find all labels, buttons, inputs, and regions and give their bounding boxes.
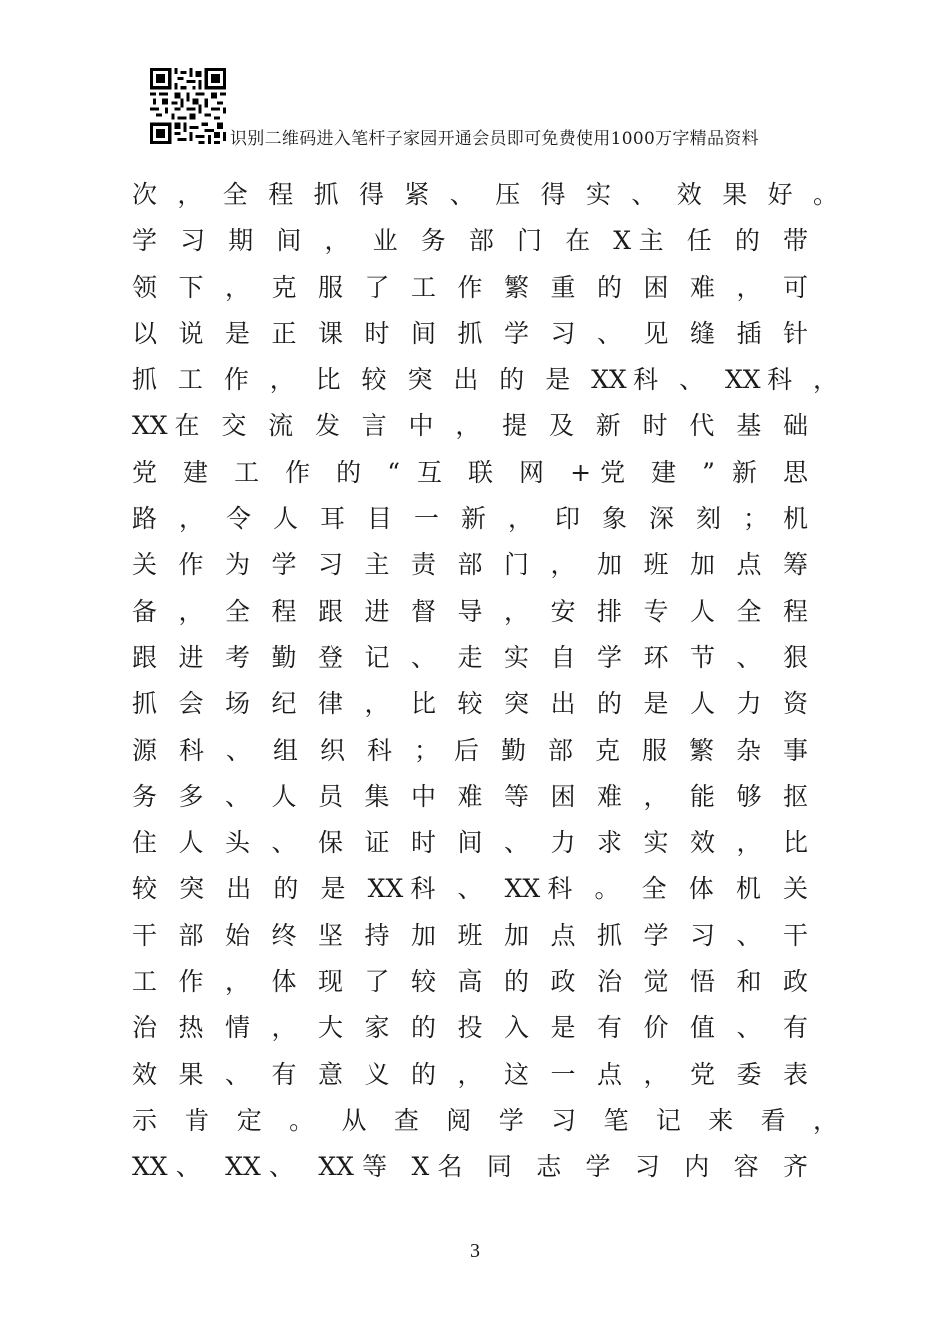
text-line: 源 科 、 组 织 科 ； 后 勤 部 克 服 繁 杂 事 — [132, 735, 808, 765]
page-number: 3 — [470, 1240, 480, 1262]
text-line: 示 肯 定 。 从 查 阅 学 习 笔 记 来 看 ， — [132, 1105, 838, 1135]
text-line: 效 果 、 有 意 义 的 ， 这 一 点 ， 党 委 表 — [132, 1059, 808, 1089]
text-line: 跟 进 考 勤 登 记 、 走 实 自 学 环 节 、 狠 — [132, 642, 808, 672]
text-line: 次 ， 全 程 抓 得 紧 、 压 得 实 、 效 果 好 。 — [132, 180, 839, 209]
text-line: 备 ， 全 程 跟 进 督 导 ， 安 排 专 人 全 程 — [132, 596, 808, 626]
text-line: 工 作 ， 体 现 了 较 高 的 政 治 觉 悟 和 政 — [132, 967, 808, 997]
text-line: 领 下 ， 克 服 了 工 作 繁 重 的 困 难 ， 可 — [132, 272, 808, 302]
promo-text: 识别二维码进入笔杆子家园开通会员即可免费使用1000万字精品资料 — [230, 129, 759, 149]
text-line: 务 多 、 人 员 集 中 难 等 困 难 ， 能 够 抠 — [132, 781, 808, 811]
text-line: 党 建 工 作 的 “ 互 联 网 +党 建 ” 新 思 — [132, 457, 808, 487]
text-line: 抓 工 作 ， 比 较 突 出 的 是 XX科 、 XX科 ， — [132, 365, 838, 395]
text-line: 学 习 期 间 ， 业 务 部 门 在 X主 任 的 带 — [132, 226, 808, 256]
text-line: 干 部 始 终 坚 持 加 班 加 点 抓 学 习 、 干 — [132, 920, 808, 950]
text-line: XX、 XX、 XX等 X名 同 志 学 习 内 容 齐 — [132, 1152, 808, 1182]
qr-code-icon[interactable] — [150, 68, 226, 144]
text-line: 抓 会 场 纪 律 ， 比 较 突 出 的 是 人 力 资 — [132, 689, 808, 719]
text-line: 治 热 情 ， 大 家 的 投 入 是 有 价 值 、 有 — [132, 1013, 808, 1043]
text-line: 路 ， 令 人 耳 目 一 新 ， 印 象 深 刻 ； 机 — [132, 504, 808, 534]
body-text — [132, 172, 839, 1191]
text-line: 住 人 头 、 保 证 时 间 、 力 求 实 效 ， 比 — [132, 828, 808, 858]
text-line: 以 说 是 正 课 时 间 抓 学 习 、 见 缝 插 针 — [132, 318, 808, 348]
text-line: 关 作 为 学 习 主 责 部 门 ， 加 班 加 点 筹 — [132, 550, 808, 580]
text-line: 较 突 出 的 是 XX科 、 XX科 。 全 体 机 关 — [132, 874, 808, 904]
text-line: XX在 交 流 发 言 中 ， 提 及 新 时 代 基 础 — [132, 411, 808, 441]
page-header — [150, 68, 850, 148]
